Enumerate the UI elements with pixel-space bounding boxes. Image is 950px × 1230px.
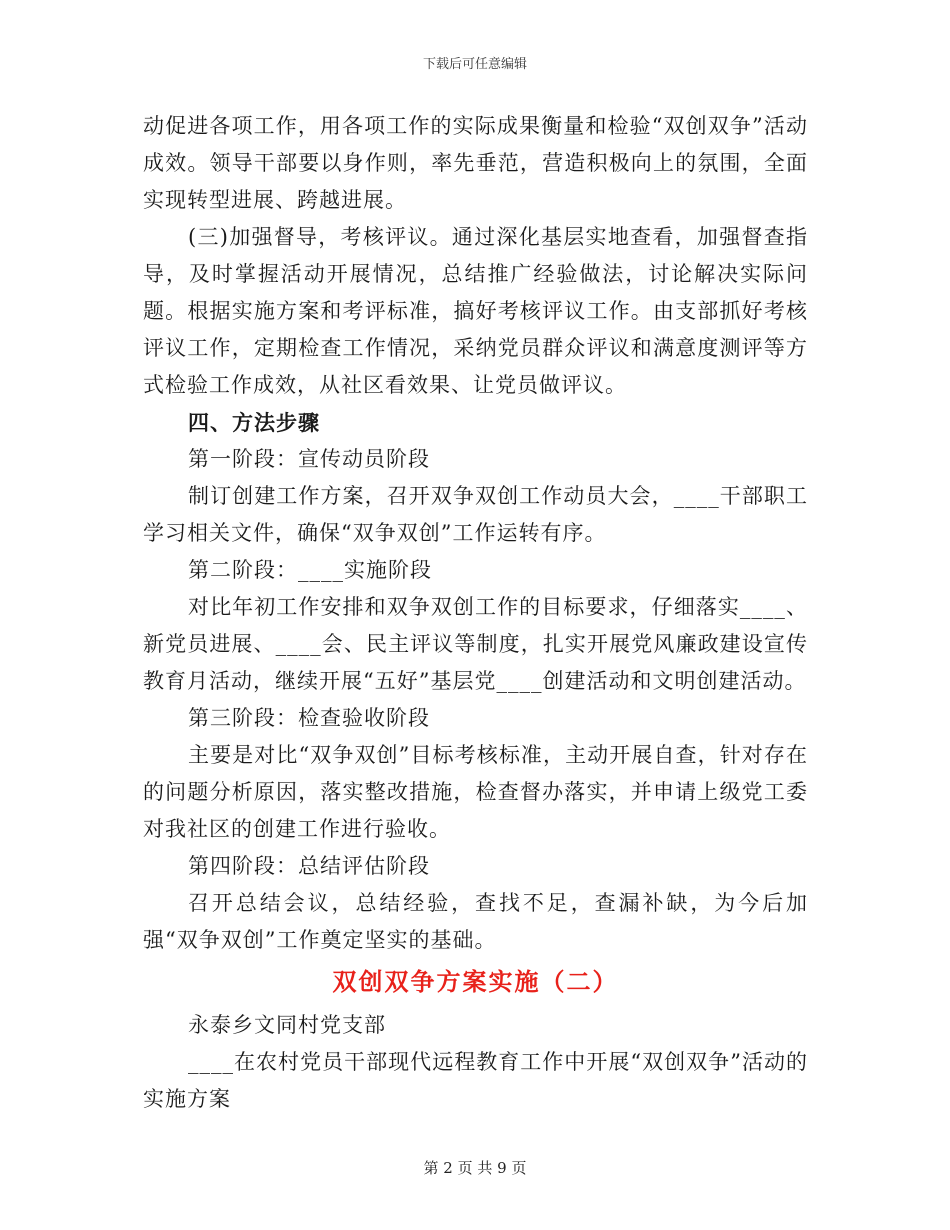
page-footer: 第 2 页 共 9 页	[423, 1159, 527, 1177]
document-body	[143, 108, 808, 1118]
phase-label: 第三阶段：检查验收阶段	[188, 706, 430, 730]
section-title: 双创双争方案实施（二）	[332, 967, 619, 996]
phase-label: 第二阶段：____实施阶段	[188, 558, 432, 582]
paragraph: ____在农村党员干部现代远程教育工作中开展“双创双争”活动的实施方案	[143, 1050, 808, 1111]
phase-label: 第一阶段：宣传动员阶段	[188, 447, 430, 471]
paragraph: 对比年初工作安排和双争双创工作的目标要求，仔细落实____、新党员进展、____会、民主评议等制度，扎实开展党风廉政建设宣传教育月活动，继续开展“五好”基层党____创建活动和文明创建活动。	[143, 595, 808, 693]
paragraph: 主要是对比“双争双创”目标考核标准，主动开展自查，针对存在的问题分析原因，落实整改措施，检查督办落实，并申请上级党工委对我社区的创建工作进行验收。	[143, 743, 808, 841]
phase-label: 第四阶段：总结评估阶段	[188, 854, 430, 878]
paragraph: 制订创建工作方案，召开双争双创工作动员大会，____干部职工学习相关文件，确保“双争双创”工作运转有序。	[143, 484, 808, 545]
paragraph: 动促进各项工作，用各项工作的实际成果衡量和检验“双创双争”活动成效。领导干部要以身作则，率先垂范，营造积极向上的氛围，全面实现转型进展、跨越进展。	[143, 114, 808, 212]
organization-name: 永泰乡文同村党支部	[188, 1013, 386, 1037]
paragraph: 召开总结会议，总结经验，查找不足，查漏补缺，为今后加强“双争双创”工作奠定坚实的基础。	[143, 891, 808, 952]
section-heading: 四、方法步骤	[188, 410, 320, 435]
paragraph: (三)加强督导，考核评议。通过深化基层实地查看，加强督查指导，及时掌握活动开展情况，总结推广经验做法，讨论解决实际问题。根据实施方案和考评标准，搞好考核评议工作。由支部抓好考核评议工作，定期检查工作情况，采纳党员群众评议和满意度测评等方式检验工作成效，从社区看效果、让党员做评议。	[143, 225, 808, 397]
page-header: 下载后可任意编辑	[422, 57, 527, 72]
